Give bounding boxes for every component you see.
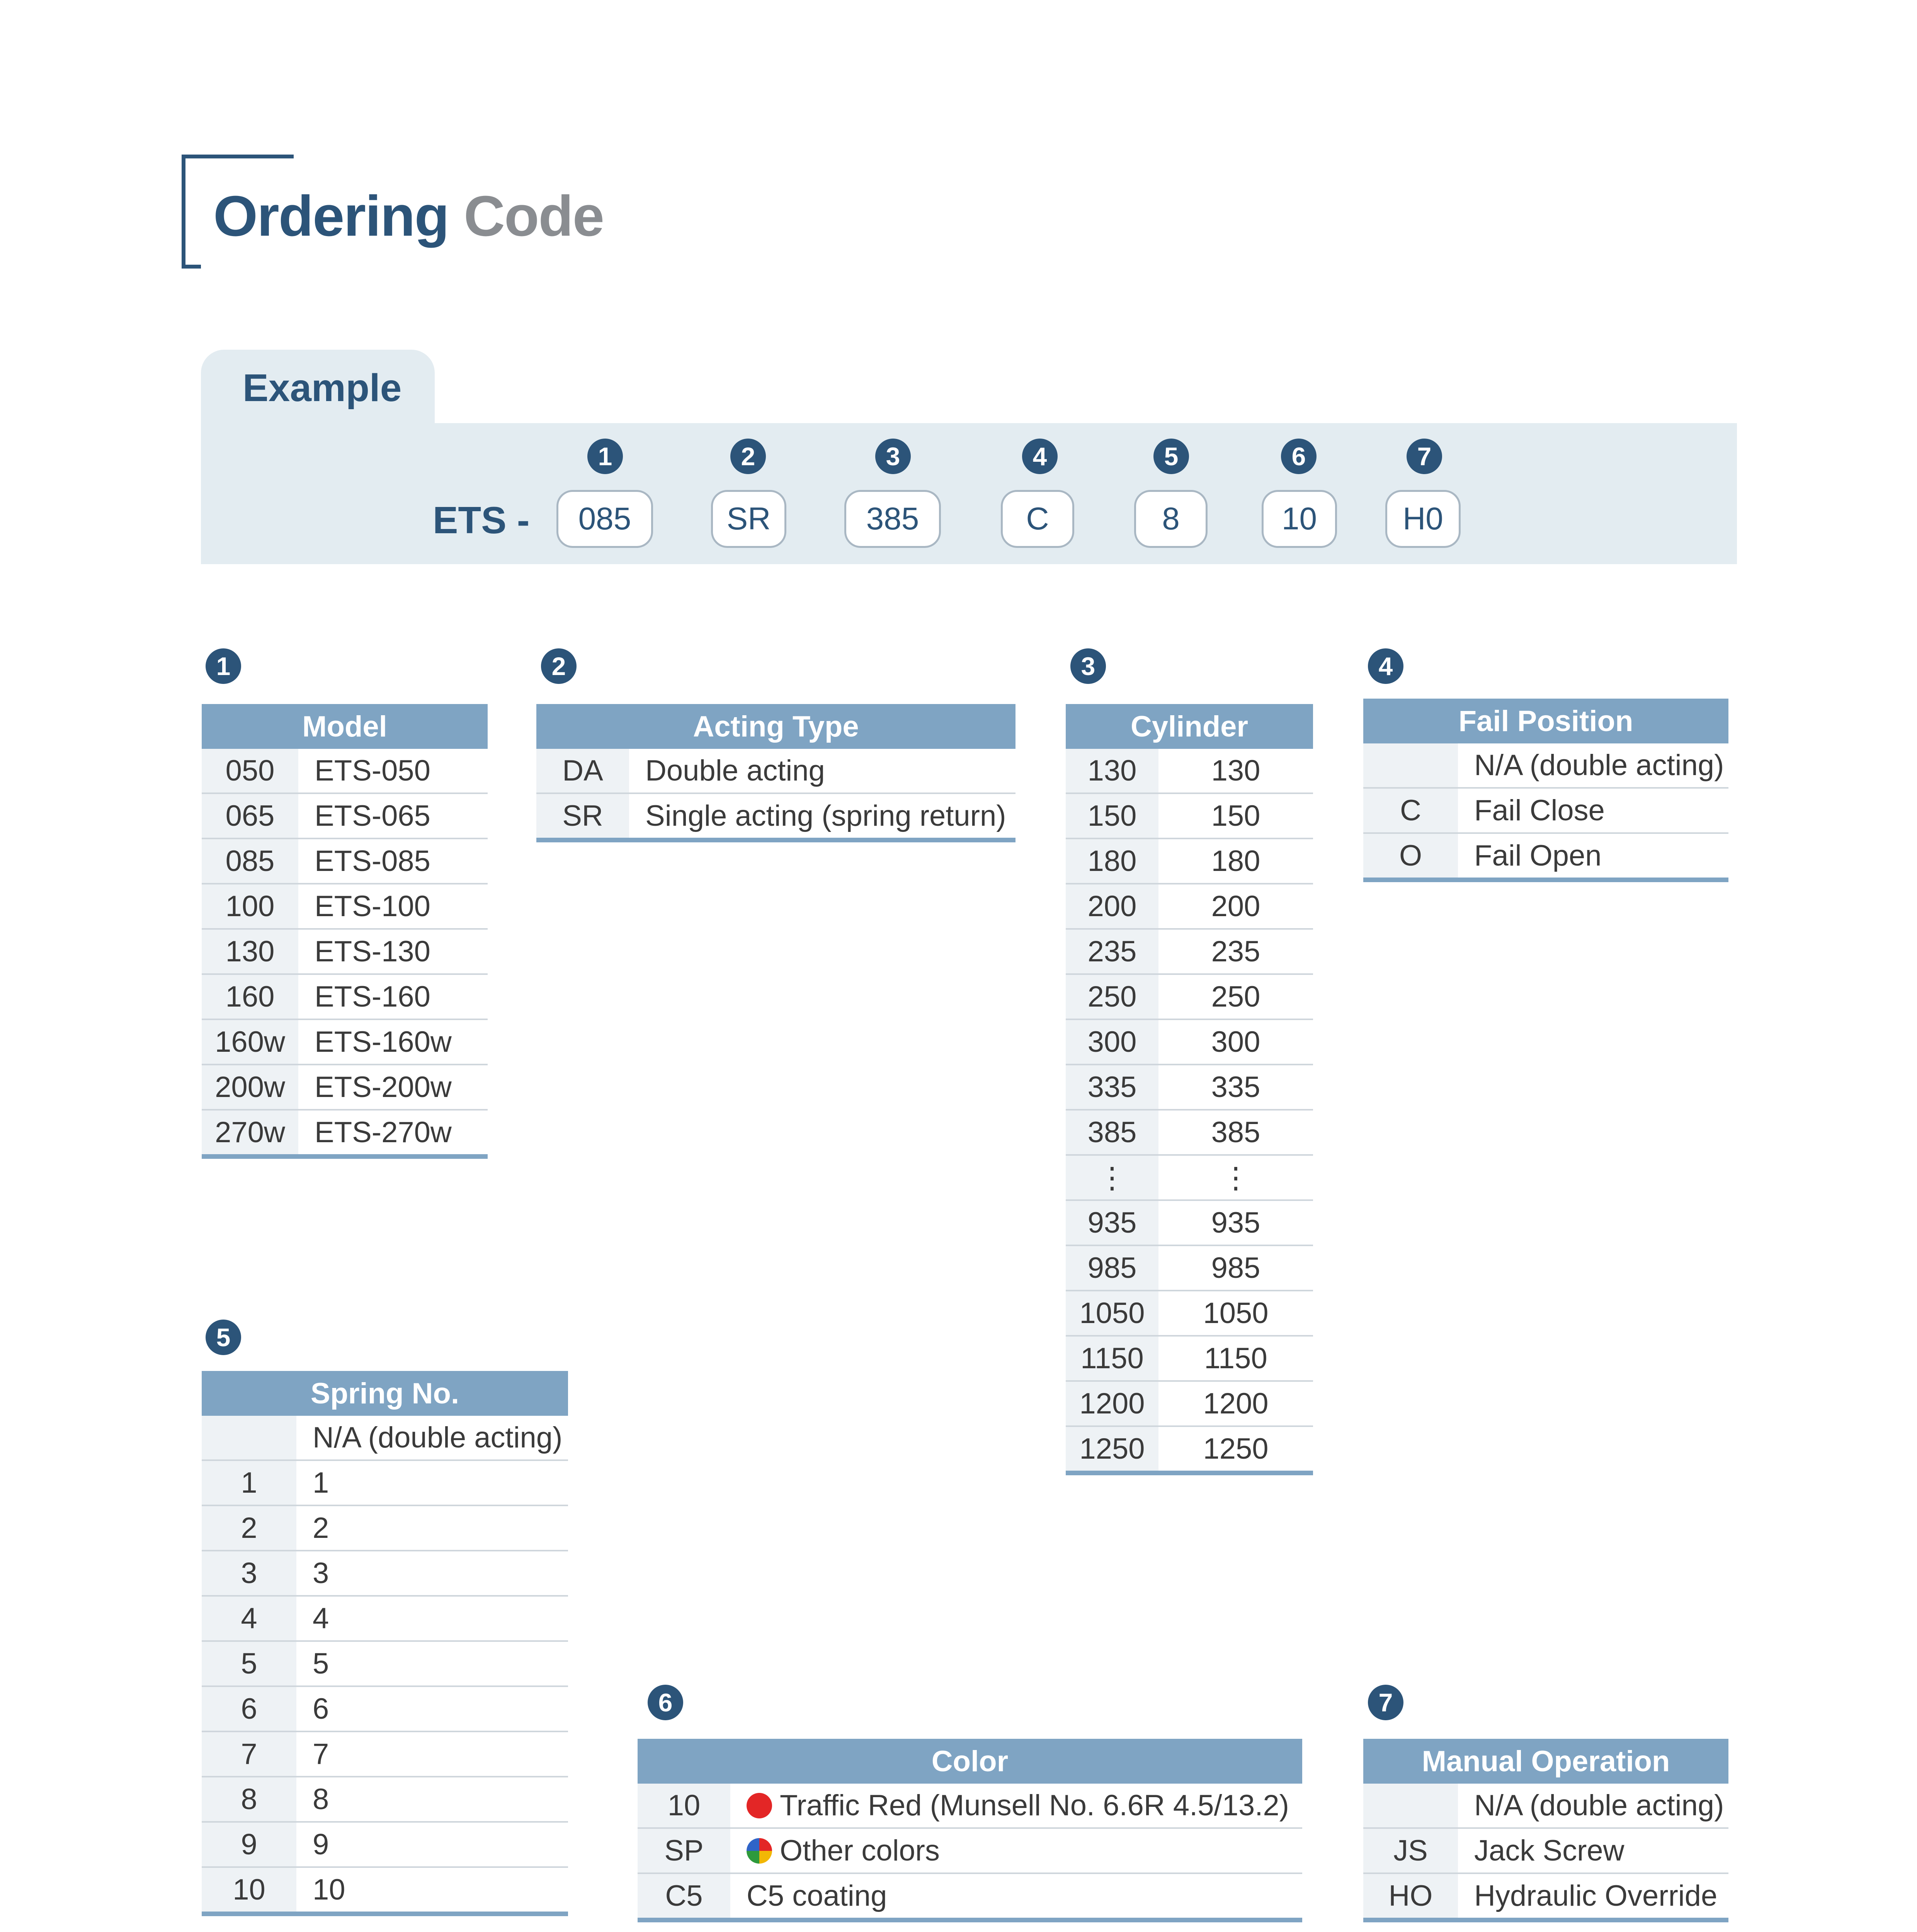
table-row xyxy=(1066,1155,1313,1200)
table-row xyxy=(1363,1828,1728,1873)
table-row xyxy=(1066,838,1313,884)
spring-value-cell: 5 xyxy=(296,1641,568,1686)
table-row xyxy=(202,1460,568,1505)
table-row xyxy=(1066,929,1313,974)
example-code-fail: C xyxy=(1001,490,1074,548)
color-header: Color xyxy=(638,1739,1302,1784)
spring-value-cell: 6 xyxy=(296,1686,568,1731)
table-row xyxy=(1066,1291,1313,1336)
cylinder-value-cell: 235 xyxy=(1158,929,1313,974)
example-code-model: 085 xyxy=(556,490,653,548)
example-band xyxy=(201,423,1737,564)
manual-operation-table xyxy=(1363,1739,1728,1922)
acting-value-cell: Single acting (spring return) xyxy=(629,793,1015,840)
table-row xyxy=(536,793,1015,840)
model-value-cell: ETS-160w xyxy=(298,1019,488,1065)
cylinder-table xyxy=(1066,704,1313,1475)
cylinder-value-cell: 150 xyxy=(1158,793,1313,838)
color-label: Other colors xyxy=(780,1834,940,1867)
cylinder-value-cell: 935 xyxy=(1158,1200,1313,1245)
table-row xyxy=(1066,1336,1313,1381)
model-value-cell: ETS-085 xyxy=(298,838,488,884)
table-row xyxy=(1066,1381,1313,1426)
example-number-3: 3 xyxy=(875,439,911,474)
fail-code-cell: C xyxy=(1363,788,1458,833)
table-row xyxy=(202,1822,568,1867)
example-code-spring: 8 xyxy=(1134,490,1208,548)
spring-code-cell: 2 xyxy=(202,1505,296,1551)
color-code-cell: C5 xyxy=(638,1873,730,1920)
title-word-code: Code xyxy=(464,184,604,248)
table-row xyxy=(1363,743,1728,788)
fail-value-cell: Fail Open xyxy=(1458,833,1728,880)
spring-code-cell: 6 xyxy=(202,1686,296,1731)
cylinder-value-cell: 1200 xyxy=(1158,1381,1313,1426)
table-row xyxy=(202,1551,568,1596)
table-row xyxy=(202,1641,568,1686)
spring-code-cell: 9 xyxy=(202,1822,296,1867)
cylinder-code-cell: 935 xyxy=(1066,1200,1158,1245)
acting-code-cell: DA xyxy=(536,749,629,793)
example-number-1: 1 xyxy=(587,439,623,474)
example-code-acting: SR xyxy=(711,490,786,548)
spring-header: Spring No. xyxy=(202,1371,568,1416)
table-row xyxy=(1066,1065,1313,1110)
model-value-cell: ETS-050 xyxy=(298,749,488,793)
cylinder-code-cell: 385 xyxy=(1066,1110,1158,1155)
cylinder-code-cell: 335 xyxy=(1066,1065,1158,1110)
color-value-cell xyxy=(730,1784,1302,1828)
acting-code-cell: SR xyxy=(536,793,629,840)
table-row xyxy=(1066,749,1313,793)
table-row xyxy=(202,1416,568,1460)
table-row xyxy=(638,1784,1302,1828)
section-number-manual: 7 xyxy=(1368,1685,1403,1720)
model-code-cell: 050 xyxy=(202,749,298,793)
model-value-cell: ETS-130 xyxy=(298,929,488,974)
table-row xyxy=(202,974,488,1019)
section-number-spring: 5 xyxy=(206,1320,241,1355)
spring-value-cell: 3 xyxy=(296,1551,568,1596)
table-row xyxy=(1066,974,1313,1019)
table-row xyxy=(202,1777,568,1822)
model-code-cell: 270w xyxy=(202,1110,298,1156)
table-row xyxy=(202,1686,568,1731)
table-row xyxy=(1363,1873,1728,1920)
cylinder-value-cell: 985 xyxy=(1158,1245,1313,1291)
cylinder-code-cell: 130 xyxy=(1066,749,1158,793)
acting-header: Acting Type xyxy=(536,704,1015,749)
manual-code-cell xyxy=(1363,1784,1458,1828)
example-number-2: 2 xyxy=(730,439,766,474)
model-value-cell: ETS-065 xyxy=(298,793,488,838)
cylinder-code-cell: 1050 xyxy=(1066,1291,1158,1336)
fail-value-cell: Fail Close xyxy=(1458,788,1728,833)
example-number-6: 6 xyxy=(1281,439,1317,474)
cylinder-value-cell: 1050 xyxy=(1158,1291,1313,1336)
table-row xyxy=(202,1505,568,1551)
cylinder-header: Cylinder xyxy=(1066,704,1313,749)
spring-code-cell: 5 xyxy=(202,1641,296,1686)
cylinder-value-cell: 385 xyxy=(1158,1110,1313,1155)
manual-value-cell: Jack Screw xyxy=(1458,1828,1728,1873)
table-row xyxy=(1066,1245,1313,1291)
cylinder-value-cell: 1250 xyxy=(1158,1426,1313,1473)
manual-value-cell: Hydraulic Override xyxy=(1458,1873,1728,1920)
spring-code-cell: 4 xyxy=(202,1596,296,1641)
acting-table xyxy=(536,704,1015,842)
spring-code-cell: 10 xyxy=(202,1867,296,1914)
table-row xyxy=(202,1731,568,1777)
model-code-cell: 065 xyxy=(202,793,298,838)
model-value-cell: ETS-270w xyxy=(298,1110,488,1156)
table-row xyxy=(202,1867,568,1914)
cylinder-code-cell: ⋮ xyxy=(1066,1155,1158,1200)
color-code-cell: 10 xyxy=(638,1784,730,1828)
table-row xyxy=(202,929,488,974)
model-code-cell: 160w xyxy=(202,1019,298,1065)
example-code-manual: H0 xyxy=(1385,490,1461,548)
fail-code-cell: O xyxy=(1363,833,1458,880)
color-label: Traffic Red (Munsell No. 6.6R 4.5/13.2) xyxy=(780,1789,1289,1822)
cylinder-code-cell: 235 xyxy=(1066,929,1158,974)
acting-value-cell: Double acting xyxy=(629,749,1015,793)
table-row xyxy=(1066,1200,1313,1245)
model-code-cell: 085 xyxy=(202,838,298,884)
manual-header: Manual Operation xyxy=(1363,1739,1728,1784)
spring-value-cell: N/A (double acting) xyxy=(296,1416,568,1460)
example-code-cylinder: 385 xyxy=(844,490,941,548)
title-word-ordering: Ordering xyxy=(213,184,449,248)
section-number-cylinder: 3 xyxy=(1070,648,1106,684)
cylinder-value-cell: ⋮ xyxy=(1158,1155,1313,1200)
section-number-fail: 4 xyxy=(1368,648,1403,684)
cylinder-code-cell: 1200 xyxy=(1066,1381,1158,1426)
table-row xyxy=(638,1873,1302,1920)
fail-position-table xyxy=(1363,699,1728,882)
cylinder-value-cell: 250 xyxy=(1158,974,1313,1019)
cylinder-code-cell: 300 xyxy=(1066,1019,1158,1065)
example-code-color: 10 xyxy=(1262,490,1337,548)
model-code-cell: 130 xyxy=(202,929,298,974)
cylinder-code-cell: 1150 xyxy=(1066,1336,1158,1381)
table-row xyxy=(1066,1426,1313,1473)
spring-table xyxy=(202,1371,568,1916)
manual-code-cell: HO xyxy=(1363,1873,1458,1920)
model-code-cell: 160 xyxy=(202,974,298,1019)
multicolor-swatch-icon xyxy=(747,1838,772,1864)
spring-code-cell: 7 xyxy=(202,1731,296,1777)
color-code-cell: SP xyxy=(638,1828,730,1873)
model-code-cell: 100 xyxy=(202,884,298,929)
page-title xyxy=(213,184,604,249)
table-row xyxy=(1066,1110,1313,1155)
cylinder-value-cell: 130 xyxy=(1158,749,1313,793)
section-number-acting: 2 xyxy=(541,648,577,684)
spring-value-cell: 2 xyxy=(296,1505,568,1551)
table-row xyxy=(202,1596,568,1641)
model-header: Model xyxy=(202,704,488,749)
spring-value-cell: 7 xyxy=(296,1731,568,1777)
manual-code-cell: JS xyxy=(1363,1828,1458,1873)
cylinder-value-cell: 300 xyxy=(1158,1019,1313,1065)
cylinder-value-cell: 1150 xyxy=(1158,1336,1313,1381)
example-number-5: 5 xyxy=(1153,439,1189,474)
model-value-cell: ETS-200w xyxy=(298,1065,488,1110)
table-row xyxy=(1066,1019,1313,1065)
example-number-7: 7 xyxy=(1407,439,1442,474)
cylinder-code-cell: 200 xyxy=(1066,884,1158,929)
spring-value-cell: 10 xyxy=(296,1867,568,1914)
red-swatch-icon xyxy=(747,1793,772,1818)
model-code-cell: 200w xyxy=(202,1065,298,1110)
table-row xyxy=(202,793,488,838)
table-row xyxy=(1363,833,1728,880)
table-row xyxy=(638,1828,1302,1873)
table-row xyxy=(202,838,488,884)
cylinder-code-cell: 985 xyxy=(1066,1245,1158,1291)
example-prefix: ETS - xyxy=(433,499,530,541)
table-row xyxy=(202,884,488,929)
section-number-color: 6 xyxy=(648,1685,683,1720)
section-number-model: 1 xyxy=(206,648,241,684)
table-row xyxy=(1363,788,1728,833)
table-row xyxy=(536,749,1015,793)
table-row xyxy=(202,749,488,793)
color-value-cell: C5 coating xyxy=(730,1873,1302,1920)
model-value-cell: ETS-100 xyxy=(298,884,488,929)
example-number-4: 4 xyxy=(1022,439,1058,474)
table-row xyxy=(1066,884,1313,929)
cylinder-code-cell: 180 xyxy=(1066,838,1158,884)
fail-value-cell: N/A (double acting) xyxy=(1458,743,1728,788)
table-row xyxy=(202,1065,488,1110)
color-value-cell xyxy=(730,1828,1302,1873)
manual-value-cell: N/A (double acting) xyxy=(1458,1784,1728,1828)
table-row xyxy=(1363,1784,1728,1828)
spring-code-cell: 1 xyxy=(202,1460,296,1505)
model-table xyxy=(202,704,488,1159)
color-table xyxy=(638,1739,1302,1922)
spring-value-cell: 4 xyxy=(296,1596,568,1641)
table-row xyxy=(202,1019,488,1065)
table-row xyxy=(1066,793,1313,838)
fail-header: Fail Position xyxy=(1363,699,1728,743)
spring-code-cell: 3 xyxy=(202,1551,296,1596)
spring-value-cell: 1 xyxy=(296,1460,568,1505)
cylinder-code-cell: 250 xyxy=(1066,974,1158,1019)
cylinder-code-cell: 1250 xyxy=(1066,1426,1158,1473)
cylinder-value-cell: 200 xyxy=(1158,884,1313,929)
fail-code-cell xyxy=(1363,743,1458,788)
cylinder-value-cell: 335 xyxy=(1158,1065,1313,1110)
spring-code-cell: 8 xyxy=(202,1777,296,1822)
model-value-cell: ETS-160 xyxy=(298,974,488,1019)
table-row xyxy=(202,1110,488,1156)
example-label: Example xyxy=(243,366,402,410)
spring-value-cell: 9 xyxy=(296,1822,568,1867)
spring-code-cell xyxy=(202,1416,296,1460)
spring-value-cell: 8 xyxy=(296,1777,568,1822)
example-tab xyxy=(201,350,435,427)
cylinder-value-cell: 180 xyxy=(1158,838,1313,884)
cylinder-code-cell: 150 xyxy=(1066,793,1158,838)
